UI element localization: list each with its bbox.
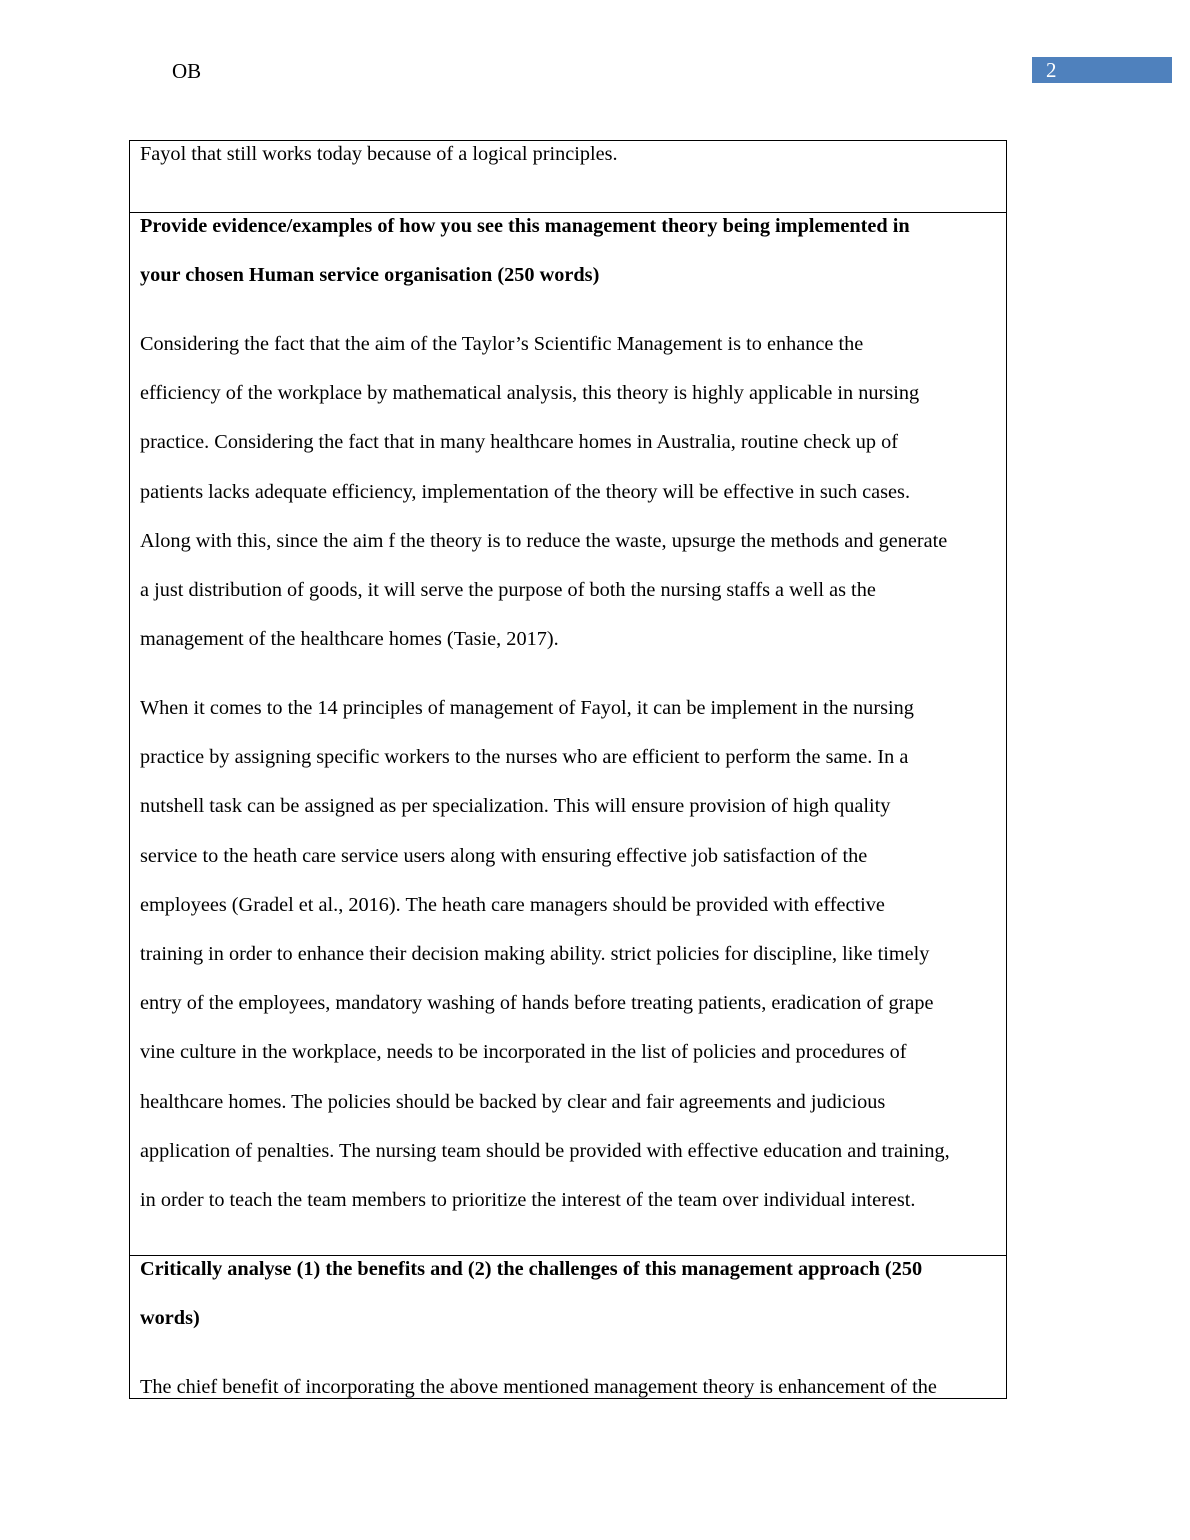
text-line: When it comes to the 14 principles of management of Fayol, it can be implement in the nursing — [140, 697, 914, 719]
text-line: vine culture in the workplace, needs to be incorporated in the list of policies and procedures of — [140, 1041, 907, 1064]
text-line: Considering the fact that the aim of the Taylor’s Scientific Management is to enhance the — [140, 333, 864, 355]
document-table — [129, 140, 1007, 1399]
text-line: Provide evidence/examples of how you see this management theory being implemented in — [140, 215, 910, 237]
text-line: Critically analyse (1) the benefits and (2) the challenges of this management approach (250 — [140, 1258, 923, 1280]
text-line: your chosen Human service organisation (250 words) — [140, 264, 600, 287]
text-line: application of penalties. The nursing team should be provided with effective education and training, — [140, 1139, 950, 1162]
text-line: employees (Gradel et al., 2016). The heath care managers should be provided with effective — [140, 893, 885, 916]
paragraph — [140, 1363, 1000, 1399]
text-line: Fayol that still works today because of a logical principles. — [140, 143, 618, 165]
paragraph — [140, 320, 1000, 664]
text-line: entry of the employees, mandatory washing of hands before treating patients, eradication of grape — [140, 992, 934, 1015]
text-line: service to the heath care service users along with ensuring effective job satisfaction of the — [140, 844, 868, 867]
text-line: practice. Considering the fact that in many healthcare homes in Australia, routine check up of — [140, 431, 899, 454]
running-header-title: OB — [172, 59, 202, 83]
text-line: healthcare homes. The policies should be backed by clear and fair agreements and judicious — [140, 1090, 886, 1113]
text-line: The chief benefit of incorporating the above mentioned management theory is enhancement of the — [140, 1376, 937, 1398]
text-line: practice by assigning specific workers to the nurses who are efficient to perform the same. In a — [140, 746, 909, 769]
section-heading — [140, 202, 1000, 300]
table-row — [130, 1256, 1006, 1399]
paragraph — [140, 140, 1000, 179]
paragraph — [140, 684, 1000, 1225]
text-line: Along with this, since the aim f the theory is to reduce the waste, upsurge the methods and generate — [140, 529, 948, 552]
text-line: management of the healthcare homes (Tasie, 2017). — [140, 628, 559, 651]
text-line: training in order to enhance their decision making ability. strict policies for discipline, like timely — [140, 942, 930, 965]
text-line: in order to teach the team members to prioritize the interest of the team over individual interest. — [140, 1188, 916, 1211]
text-line: nutshell task can be assigned as per specialization. This will ensure provision of high quality — [140, 795, 891, 818]
text-line: patients lacks adequate efficiency, implementation of the theory will be effective in such cases. — [140, 480, 911, 503]
text-line: words) — [140, 1307, 200, 1330]
text-line: efficiency of the workplace by mathematical analysis, this theory is highly applicable in nursing — [140, 382, 920, 405]
page-number-badge: 2 — [1032, 57, 1172, 83]
section-heading — [140, 1245, 1000, 1343]
table-row — [130, 213, 1006, 1256]
text-line: a just distribution of goods, it will serve the purpose of both the nursing staffs a well as the — [140, 578, 876, 601]
